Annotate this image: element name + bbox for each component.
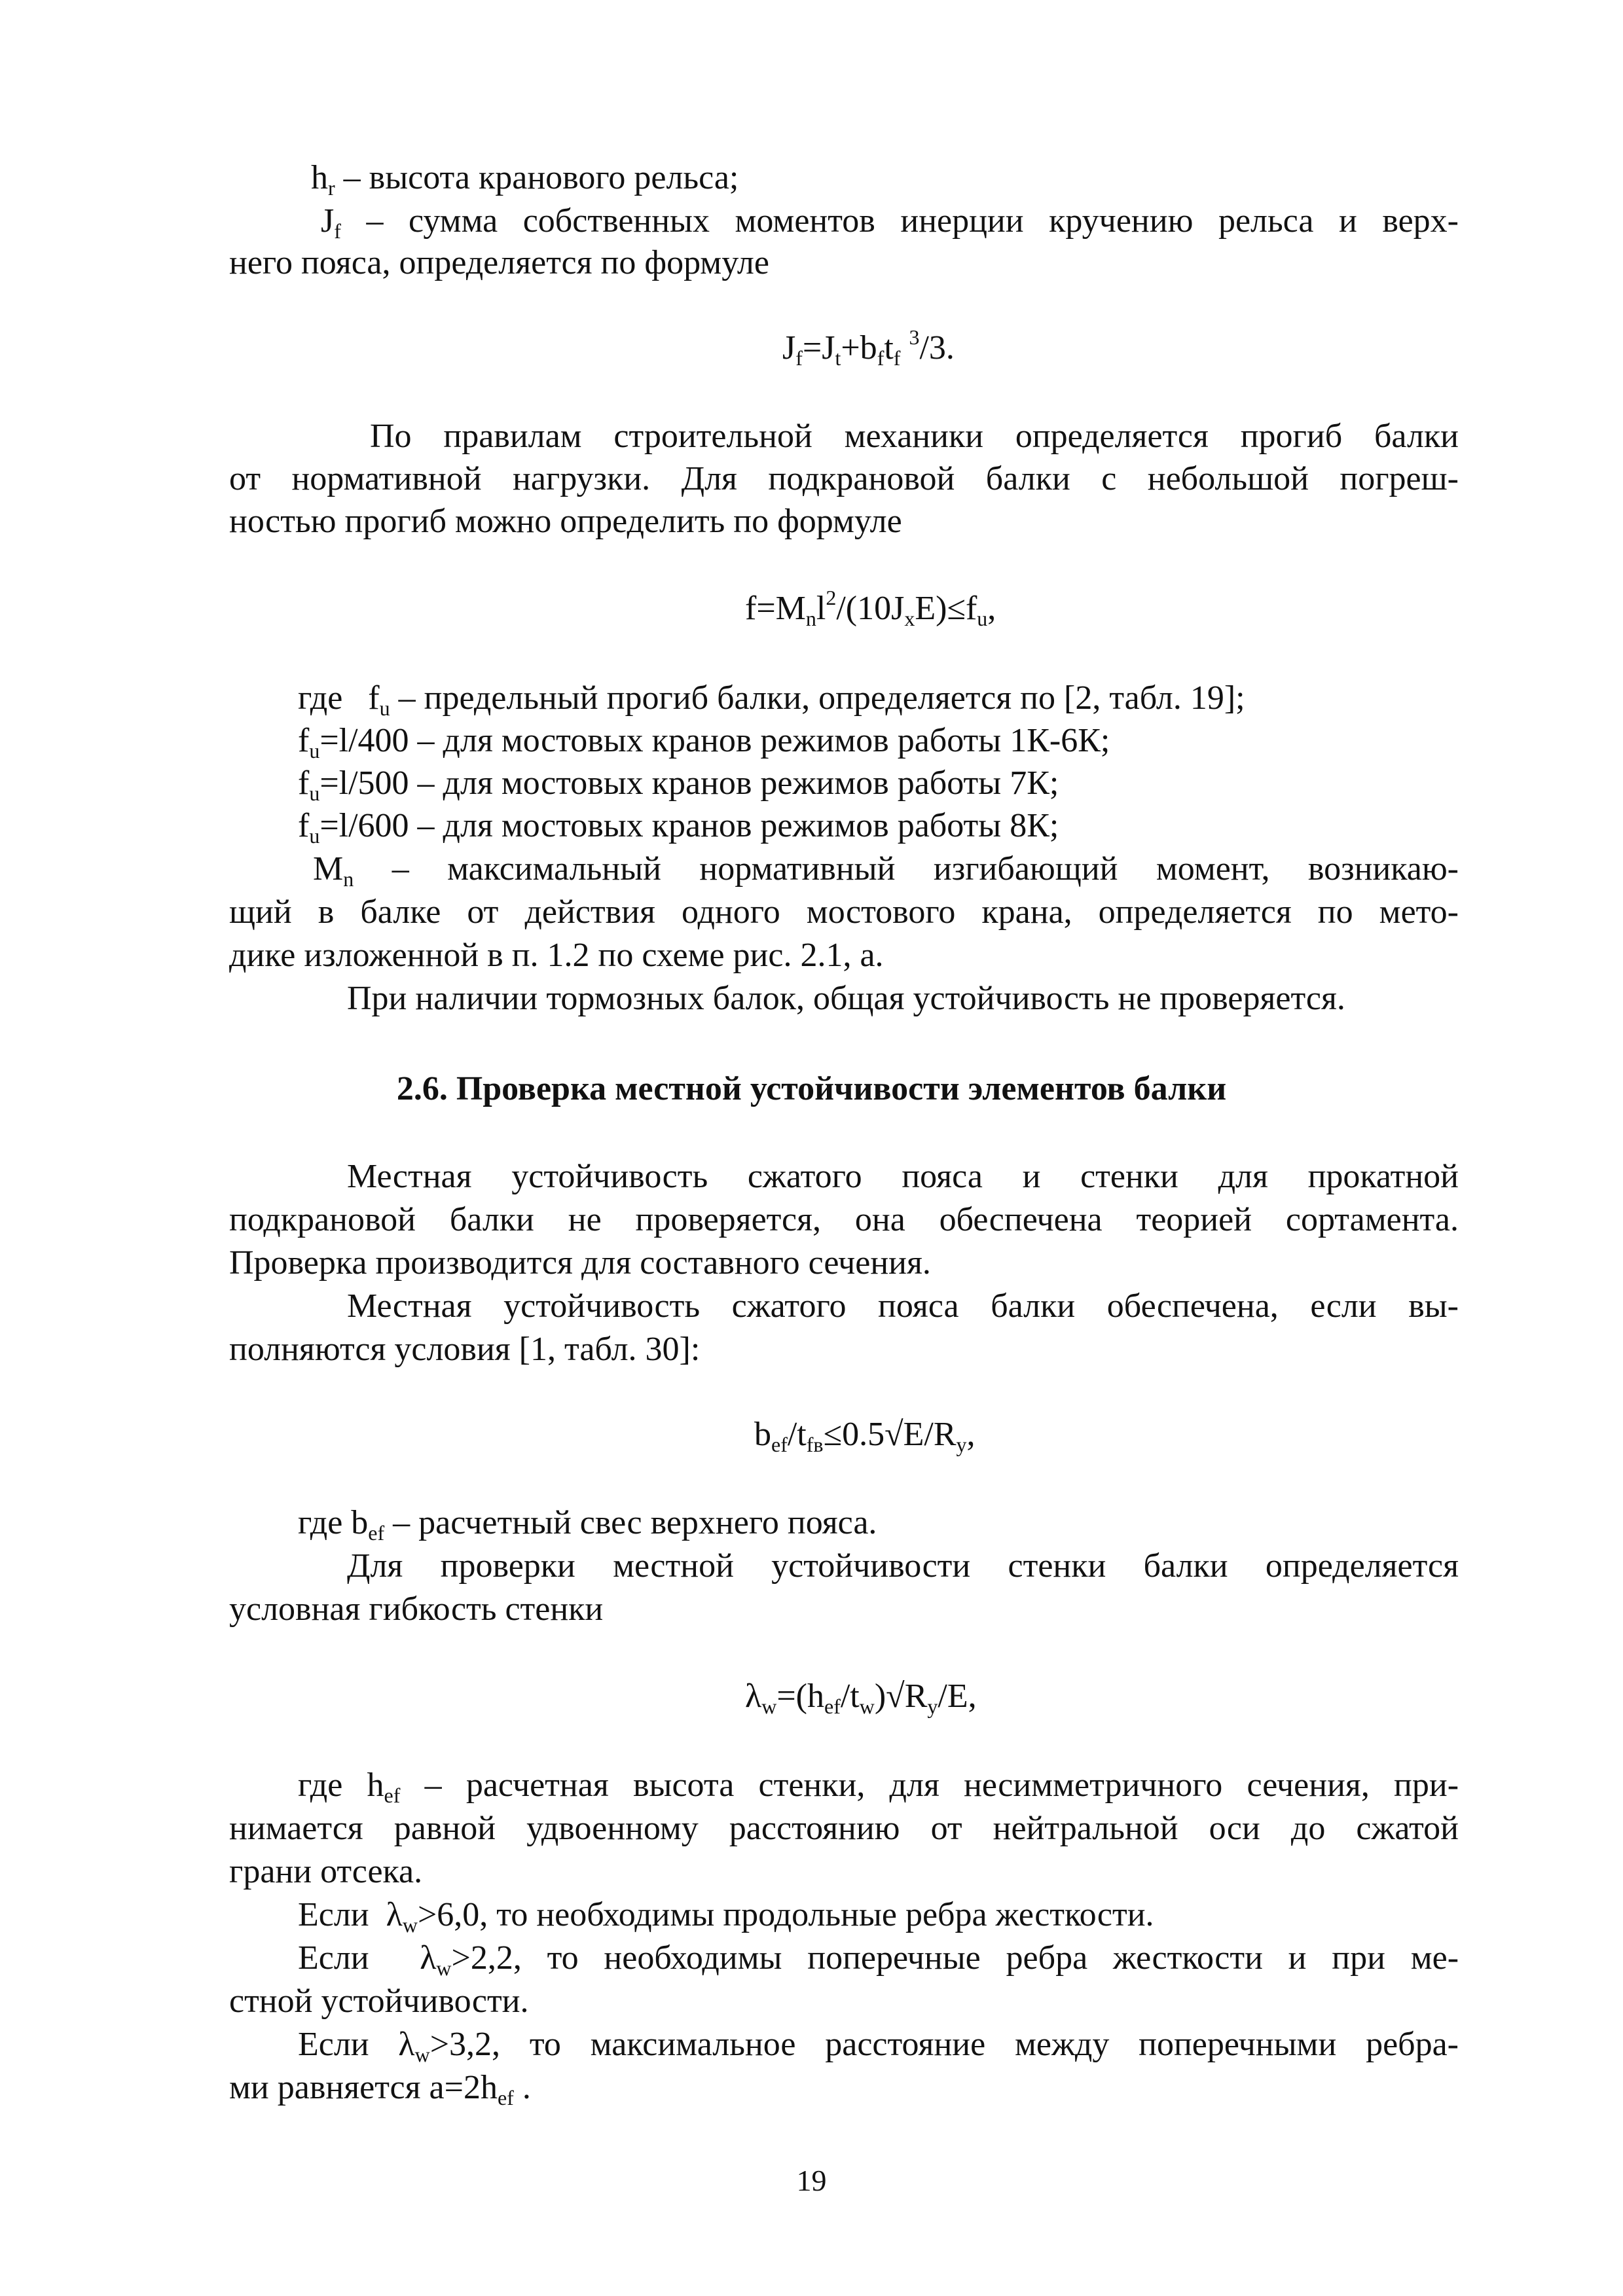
formula-flange: $b_{ef}/t_{fв}\le 0.5√E/R_y$, <box>754 1416 976 1456</box>
page-number: 19 <box>796 2164 827 2197</box>
line-web-2: условная гибкость стенки <box>229 1590 604 1628</box>
line-jf-2: него пояса, определяется по формуле <box>229 244 769 281</box>
line-fu-400: $f_u=l/400$ – для мостовых кранов режимов работы 1К-6К; <box>298 722 1110 762</box>
line-cond-3a: Если $\lambda_w>3,2$, то максимальное расстояние между поперечными ребра- <box>298 2026 1459 2066</box>
line-flange-2: полняются условия [1, табл. 30]: <box>229 1331 701 1368</box>
line-brake-beams: При наличии тормозных балок, общая устойчивость не проверяется. <box>347 980 1345 1017</box>
formula-slenderness: $\lambda_w=(h_{ef}/t_w)√R_y/E$, <box>745 1677 977 1718</box>
line-flange-1: Местная устойчивость сжатого пояса балки обеспечена, если вы- <box>347 1287 1459 1325</box>
line-deflection-2: от нормативной нагрузки. Для подкрановой балки с небольшой погреш- <box>229 460 1459 497</box>
line-cond-3b: ми равняется $а=2h_{ef}$ . <box>229 2069 531 2109</box>
line-mn-1: $M_n$ – максимальный нормативный изгибающий момент, возникаю- <box>313 850 1459 891</box>
line-local-2: подкрановой балки не проверяется, она обеспечена теорией сортамента. <box>229 1201 1459 1238</box>
line-local-3: Проверка производится для составного сечения. <box>229 1244 931 1282</box>
line-mn-3: дике изложенной в п. 1.2 по схеме рис. 2.1, а. <box>229 937 884 974</box>
line-local-1: Местная устойчивость сжатого пояса и стенки для прокатной <box>347 1158 1459 1195</box>
line-cond-2a: Если $\lambda_w>2,2$, то необходимы поперечные ребра жесткости и при ме- <box>298 1939 1459 1980</box>
line-hef-3: грани отсека. <box>229 1853 423 1890</box>
formula-jf: $J_f=J_t+b_ft_f$ $^3$/3. <box>782 325 955 370</box>
line-hef-1: где $h_{ef}$ – расчетная высота стенки, для несимметричного сечения, при- <box>298 1767 1459 1807</box>
line-cond-2b: стной устойчивости. <box>229 1982 529 2020</box>
line-deflection-1: По правилам строительной механики определяется прогиб балки <box>370 418 1459 455</box>
line-fu-600: $f_u=l/600$ – для мостовых кранов режимов работы 8К; <box>298 807 1059 848</box>
line-cond-1: Если $\lambda_w>6,0$, то необходимы продольные ребра жесткости. <box>298 1896 1154 1937</box>
section-heading: 2.6. Проверка местной устойчивости элементов балки <box>396 1070 1227 1107</box>
formula-deflection: $f=M_nl^2/(10J_xE)\le f_u$, <box>745 586 996 630</box>
line-jf-1: $J_f$ – сумма собственных моментов инерции кручению рельса и верх- <box>321 202 1459 243</box>
line-rail-height: $h_r$ – высота кранового рельса; <box>311 159 739 200</box>
line-fu-500: $f_u=l/500$ – для мостовых кранов режимов работы 7К; <box>298 764 1059 805</box>
line-fu-def: где $f_u$ – предельный прогиб балки, определяется по [2, табл. 19]; <box>298 679 1245 720</box>
line-deflection-3: ностью прогиб можно определить по формуле <box>229 503 902 540</box>
line-mn-2: щий в балке от действия одного мостового крана, определяется по мето- <box>229 893 1459 931</box>
line-hef-2: нимается равной удвоенному расстоянию от нейтральной оси до сжатой <box>229 1810 1459 1847</box>
line-bef-def: где $b_{ef}$ – расчетный свес верхнего пояса. <box>298 1504 877 1545</box>
line-web-1: Для проверки местной устойчивости стенки балки определяется <box>347 1547 1459 1585</box>
